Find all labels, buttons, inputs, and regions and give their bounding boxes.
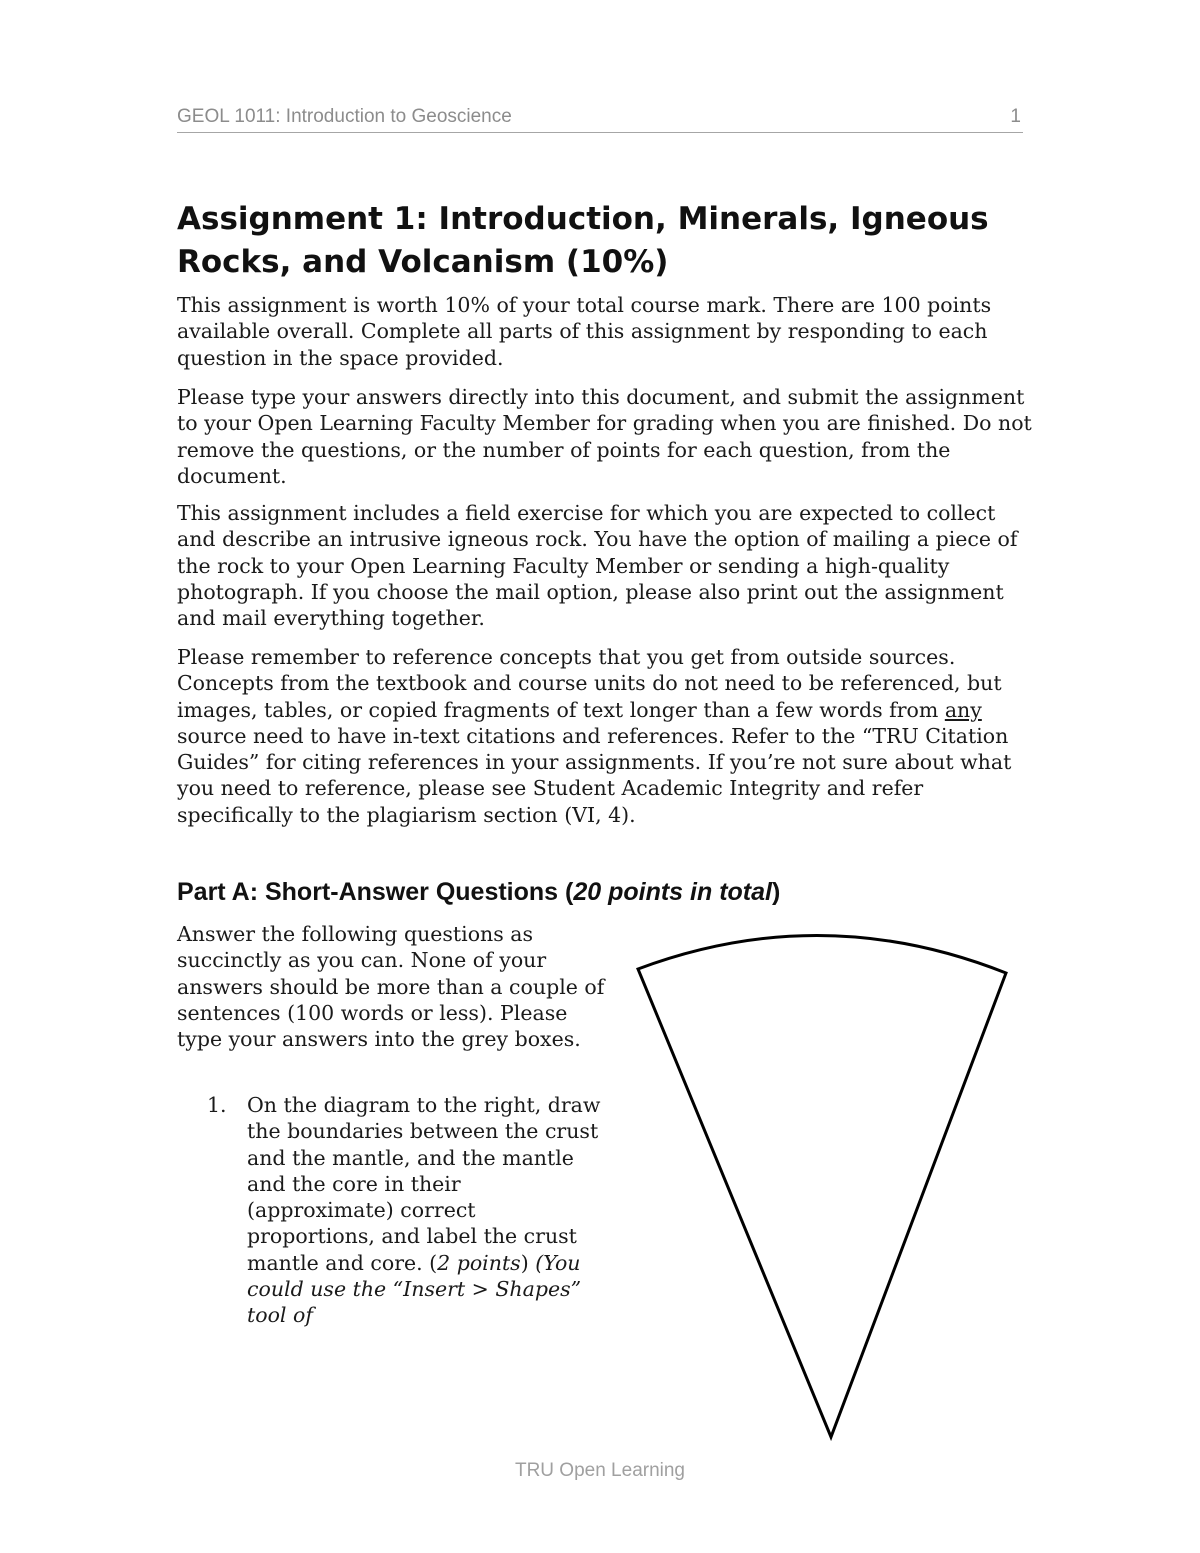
earth-wedge-outline: [638, 935, 1006, 1437]
question-1-hint: (You could use the “Insert > Shapes” tool of: [247, 1250, 582, 1328]
title-line-1: Assignment 1: Introduction, Minerals, Igneous: [177, 201, 989, 237]
paragraph-field-exercise: This assignment includes a field exercise for which you are expected to collect and describe an intrusive igneous rock. You have the option of mailing a piece of the rock to your Open Learning Faculty Member or sending a high-quality photograph. If you choose the mail option, please also print out the assignment and mail everything together.: [177, 501, 1018, 631]
question-1-points: 2 points: [437, 1250, 521, 1275]
earth-wedge-diagram: [630, 925, 1020, 1450]
paragraph-references: [177, 644, 1037, 828]
course-title: GEOL 1011: Introduction to Geoscience: [177, 106, 512, 127]
references-text-after: source need to have in-text citations and references. Refer to the “TRU Citation Guides” for citing references in your assignments. If you’re not sure about what you need to reference, please see Student Academic Integrity and refer specifically to the plagiarism section (VI, 4).: [177, 723, 1012, 827]
part-a-intro: Answer the following questions as succinctly as you can. None of your answers should be more than a couple of sentences (100 words or less). Please type your answers into the grey boxes.: [177, 922, 605, 1052]
question-1: [207, 1092, 602, 1329]
paragraph-worth: This assignment is worth 10% of your total course mark. There are 100 points available overall. Complete all parts of this assignment by responding to each question in the space provided.: [177, 293, 992, 370]
references-underlined-word: any: [944, 697, 982, 722]
references-text-before: Please remember to reference concepts that you get from outside sources. Concepts from the textbook and course units do not need to be referenced, but images, tables, or copied fragments of text longer than a few words from: [177, 645, 1002, 722]
part-a-heading-prefix: Part A: Short-Answer Questions (: [177, 878, 574, 906]
question-1-body: On the diagram to the right, draw the boundaries between the crust and the mantle, and the mantle and the core in their (approximate) correct proportions, and label the crust mantle and core. (: [247, 1093, 601, 1275]
assignment-title: [177, 198, 1057, 284]
part-a-heading: [177, 878, 780, 907]
page-header: [177, 104, 1023, 133]
question-1-close: ): [520, 1250, 529, 1275]
page-number: 1: [1010, 106, 1021, 127]
paragraph-instructions: Please type your answers directly into this document, and submit the assignment to your Open Learning Faculty Member for grading when you are finished. Do not remove the questions, or the number of points for each question, from the document.: [177, 385, 1032, 488]
question-1-text: [247, 1092, 602, 1329]
page-footer: TRU Open Learning: [514, 1460, 686, 1481]
title-line-2: Rocks, and Volcanism (10%): [177, 244, 669, 280]
part-a-heading-points: 20 points in total: [573, 878, 772, 906]
part-a-heading-suffix: ): [771, 878, 781, 906]
question-1-number: 1.: [207, 1093, 227, 1117]
